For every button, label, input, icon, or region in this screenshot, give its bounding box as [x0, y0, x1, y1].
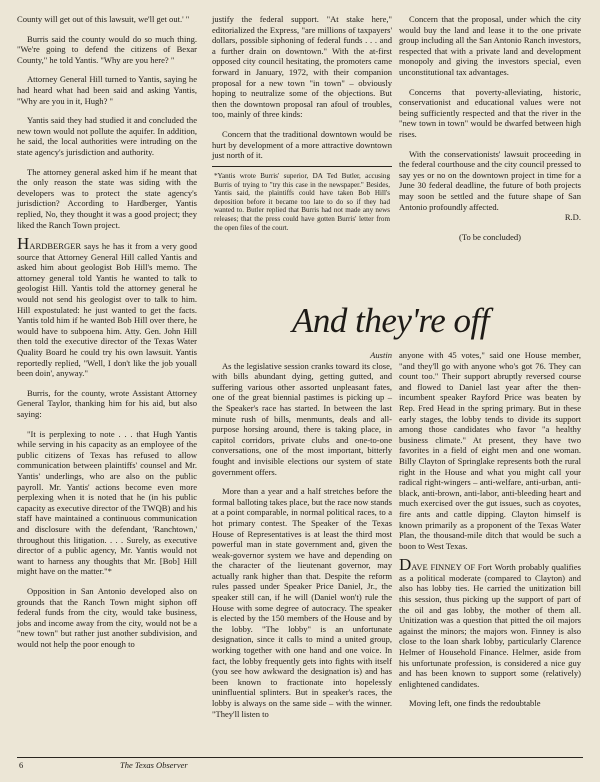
paragraph: Burris, for the county, wrote Assistant Attorney General Taylor, thanking him for his aid, but also saying:	[17, 387, 197, 419]
paragraph: The attorney general asked him if he meant that the only reason the state was siding with the developers was to protect the state agency's jurisdiction? According to Hardberger, Yantis replied, No, they thought it was a good project; they liked the Ranch Town project.	[17, 166, 197, 230]
paragraph: anyone with 45 votes," said one House member, "and they'll go with anyone who's got 76. They can count too." Their support abruptly reversed course and flowed to Daniel last year after the then-incumbent speaker Rayford Price was beaten by Rep. Fred Head in the spring primary. But in these early stages, the lobby tends to divide its support among those candidates who favor "a healthy business climate." At present, they have two favorites in a field of eight men and one woman. Billy Clayton of Springlake represents both the rural right in the House and what you might call your radical right-wingers – anti-welfare, anti-urban, anti-black, anti-brown, anti-labor, anti-bleeding heart and much exercised over the gut issues, such as coyotes, fire ants and cattle dipping. Clayton himself is known primarily as a proponent of the Texas Water Plan, the thousand-mile ditch that would be such a boon to West Texas.	[399, 350, 581, 551]
author-signature: R.D.	[564, 212, 581, 223]
continued-note: (To be concluded)	[458, 231, 522, 242]
paragraph: With the conservationists' lawsuit proceeding in the federal courthouse and the city council pressed to say yes or no on the downtown project in time for a June 30 federal deadline, the future of both projects may soon be settled and the future shape of San Antonio profoundly affected.	[399, 148, 581, 212]
page-number: 6	[19, 760, 24, 770]
paragraph-section-start: HARDBERGER says he has it from a very good source that Attorney General Hill called Yantis and asked him about geologist Bob Hill's memo. The attorney general told Yantis he wanted to talk to geologist Hill. Yantis told the attorney general he would not send his geologist over to talk to him. Hill expostulated: he just wanted to get the facts. Yantis told him if he wanted Bob Hill over there, he would have to subpoena him. Atty. Gen. John Hill then told the executive director of the Texas Water Quality Board he could try his own lawsuit. Yantis reportedly replied, "Well, I don't like the job youall been doin', anyway."	[17, 234, 197, 379]
dateline: Austin	[370, 350, 392, 360]
paragraph: Attorney General Hill turned to Yantis, saying he had heard what had been said and asking Yantis, "Why are you in it, Hugh? "	[17, 74, 197, 106]
column-right-lower	[399, 350, 581, 718]
paragraph: Concerns that poverty-alleviating, historic, conservationist and educational values were not being sufficiently respected and that the river in the "new town in town" would be dwarfed between high rises.	[399, 86, 581, 139]
paragraph: More than a year and a half stretches before the formal balloting takes place, but the race now stands at a point comparable, in normal political races, to a hot primary contest. The Speaker of the Texas House of Representatives is at least the third most powerful man in state government and, given the weak-governor system we have and depending on the character of the lieutenant governor, may actually rank higher than that. Despite the reform rules passed under Speaker Price Daniel, Jr., the speaker still can, if he will (Daniel won't) rule the House with some degree of autocracy. The speaker is elected by the 150 members of the House and by the lobby. "The lobby" is an unfortunate designation, since it calls to mind a united group, working together with one hand and one voice. In fact, the lobby frequently gets into fights with itself (you see how awkward the designation is) and has been known to fractionate into hopelessly uninfluential splinters. But in speaker's races, the lobby is always on the same side – with the winner. "They'll listen to	[212, 486, 392, 719]
paragraph: As the legislative session cranks toward its close, with bills abundant dying, getting gutted, and suffering various other assorted unpleasant fates, one of the great biennial pastimes is picking up – the Speaker's race has started. In between the last minute rush of bills, menmunts, deals and all-purpose horsing around, there is taking place, in capitol corridors, private clubs and one-to-one conversations, one of the most important, bitterly fought and invisible elections our system of state government offers.	[212, 360, 392, 477]
column-right	[399, 14, 581, 251]
paragraph: Yantis said they had studied it and concluded the new town would not pollute the aquifer. In addition, he said, the local authorities were intruding on the state agency's jurisdiction and authority.	[17, 115, 197, 157]
footnote-divider	[212, 166, 392, 167]
paragraph: Concern that the proposal, under which the city would buy the land and lease it to the one private group including all the San Antonio Ranch investors, respected that with a private land and development monopoly and giving the investors special, even unconstitutional tax advantages.	[399, 14, 581, 77]
footnote-block	[212, 170, 392, 232]
paragraph: Moving left, one finds the redoubtable	[409, 698, 541, 709]
paragraph: County will get out of this lawsuit, we'll get out.' "	[17, 14, 190, 24]
article-headline: And they're off	[292, 301, 489, 340]
page-footer	[17, 757, 583, 772]
paragraph: Opposition in San Antonio developed also on grounds that the Ranch Town might siphon off federal funds from the city, would take business, jobs and income away from the city, would not be a "new town" but rather just another subdivision, and would not help the poor enough to	[17, 585, 197, 649]
paragraph: Burris said the county would do so much thing. "We're going to defend the citizens of Bexar County," he told Yantis. "Why are you here? "	[17, 33, 197, 65]
paragraph: justify the federal support. "At stake here," editorialized the Express, "are millions of taxpayers' dollars, possible siphoning of federal funds . . . and a further drain on downtown." With the at-first opposed city council hesitating, the promoters came forward in January, 1972, with their companion proposal for a new town "in town" – obviously hoping to neutralize some of the objections. But then the downtown proposal ran afoul of troubles, too, mainly of three kinds:	[212, 14, 392, 120]
column-middle-lower	[212, 350, 392, 728]
paragraph: Concern that the traditional downtown would be hurt by development of a more attractive downtown just north of it.	[212, 128, 392, 161]
paragraph-quotation: "It is perplexing to note . . . that Hugh Yantis while serving in his capacity as an employee of the public citizens of Texas has refused to allow communication between plaintiffs' counsel and Mr. Yantis' underlings, who are also on the public payroll. Mr. Yantis' actions become even more perplexing when it is noted that he (in his public capacity as executive director of the TWQB) and his staff have maintained a continuous communication and disclosure with the defendant, 'Ranchtown,' throughout this litigation. . . . Surely, as executive director of a public agency, Mr. Yantis would not want to harness any thoughts that Mr. [Bob] Hill might have on the matter."*	[17, 428, 197, 577]
publication-name: The Texas Observer	[120, 760, 188, 770]
footnote: *Yantis wrote Burris' superior, DA Ted Butler, accusing Burris of trying to "try this case in the newspaper." Besides, Yantis said, the plaintiffs could have taken Bob Hill's deposition before it became too late to do so if they had wanted to. Butler replied that Burris had not made any news releases; that the press could have gotten Burris' letter from the open files of the court.	[214, 172, 390, 232]
column-middle	[212, 14, 392, 170]
paragraph-section-start: DAVE FINNEY OF Fort Worth probably qualifies as a political moderate (compared to Clayton) and also has lobby ties. He carried the unitization bill this session, thus picking up the support of part of the oil and gas lobby, the mother of them all. Unitization was a question that pitted the oil majors against the minors; the majors won. Finney is also close to the loan shark lobby, particularly Clarence Helmer of Household Finance. Helmer, aside from his unfortunate profession, is considered a nice guy and has been known to support some (relatively) enlightened candidates.	[399, 555, 581, 689]
column-left	[17, 14, 197, 658]
